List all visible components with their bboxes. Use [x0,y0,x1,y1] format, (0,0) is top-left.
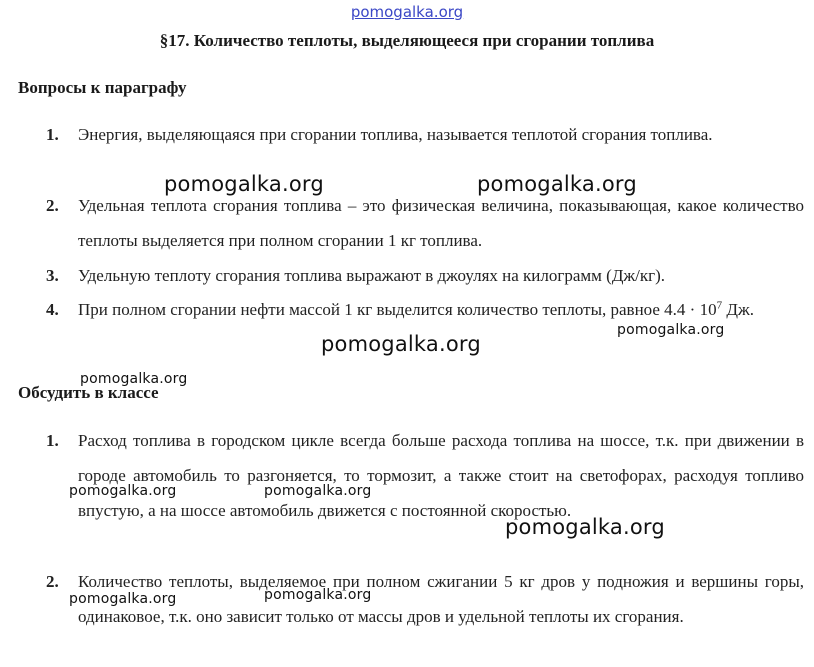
watermark: pomogalka.org [80,371,188,387]
item-number: 2. [46,572,59,591]
watermark: pomogalka.org [264,483,372,499]
item-text: Количество теплоты, выделяемое при полном сжигании 5 кг дров у подножия и вершины горы, одинаковое, т.к. оно зависит только от массы дров и удельной теплоты их сгорания. [78,572,804,626]
watermark: pomogalka.org [321,332,481,356]
item-number: 3. [46,266,59,285]
page-title: §17. Количество теплоты, выделяющееся при сгорании топлива [159,31,655,50]
item-text: Энергия, выделяющаяся при сгорании топлива, называется теплотой сгорания топлива. [78,125,713,144]
watermark: pomogalka.org [164,172,324,196]
item-text-unit: Дж. [722,300,754,319]
item-number: 4. [46,300,59,319]
watermark: pomogalka.org [505,515,665,539]
watermark: pomogalka.org [69,483,177,499]
item-text: Расход топлива в городском цикле всегда больше расхода топлива на шоссе, т.к. при движении в городе автомобиль то разгоняется, то тормозит, а также стоит на светофорах, расходуя топливо впустую, а на шоссе автомобиль движется с постоянной скоростью. [78,431,804,520]
section-heading-discuss: Обсудить в классе [18,383,159,402]
exponent: 7 [716,299,723,312]
section-heading-questions: Вопросы к параграфу [18,78,187,97]
site-header-link[interactable]: pomogalka.org [350,3,464,21]
item-number: 1. [46,431,59,450]
item-text: Удельная теплота сгорания топлива – это физическая величина, показывающая, какое количество теплоты выделяется при полном сгорании 1 кг топлива. [78,196,804,250]
watermark: pomogalka.org [477,172,637,196]
item-number: 2. [46,196,59,215]
watermark: pomogalka.org [617,322,725,338]
watermark: pomogalka.org [264,587,372,603]
item-text: Удельную теплоту сгорания топлива выражают в джоулях на килограмм (Дж/кг). [78,266,666,285]
watermark: pomogalka.org [69,591,177,607]
item-text-main: При полном сгорании нефти массой 1 кг выделится количество теплоты, равное 4.4 · 10 [78,300,717,319]
item-number: 1. [46,125,59,144]
